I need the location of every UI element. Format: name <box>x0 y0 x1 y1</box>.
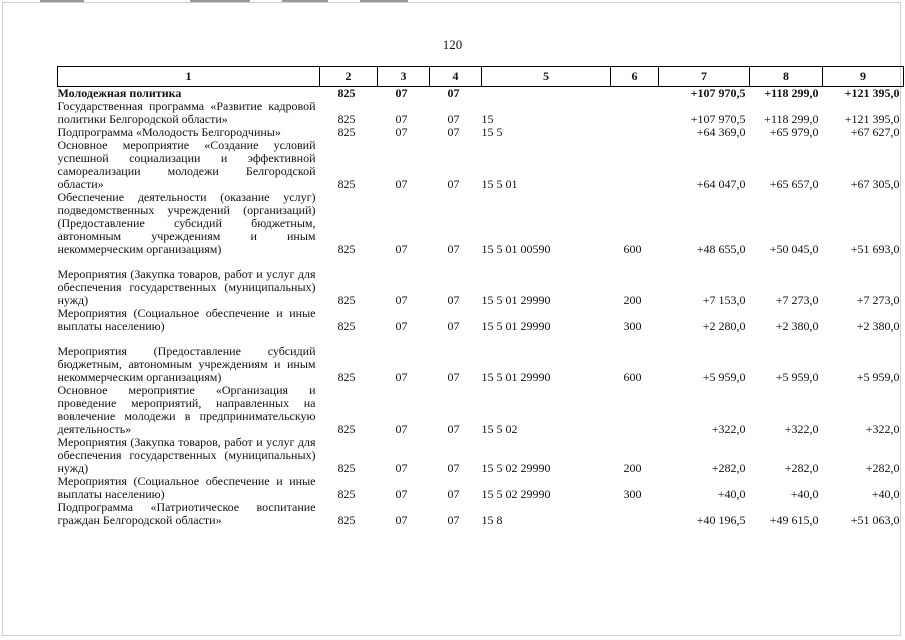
row-col3-cell: 07 <box>395 242 408 256</box>
row-name-cell: Мероприятия (Закупка товаров, работ и услуг для обеспечения государственных (муниципальных) нужд) <box>57 267 316 307</box>
page-number: 120 <box>442 37 463 52</box>
row-col4-cell: 07 <box>447 293 460 307</box>
row-col5-cell: 15 5 <box>481 125 503 139</box>
row-col9-cell: +121 395,0 <box>844 86 900 100</box>
row-col4-cell: 07 <box>447 370 460 384</box>
row-col2-cell: 825 <box>337 242 356 256</box>
row-name-cell: Мероприятия (Социальное обеспечение и иные выплаты населению) <box>57 306 316 333</box>
row-col2-cell: 825 <box>337 487 356 501</box>
row-name-cell: Государственная программа «Развитие кадровой политики Белгородской области» <box>57 99 316 126</box>
row-col9-cell: +51 063,0 <box>850 513 900 527</box>
row-col9-cell: +282,0 <box>865 461 900 475</box>
row-col2-cell: 825 <box>337 319 356 333</box>
row-col9-cell: +5 959,0 <box>856 370 900 384</box>
table-row <box>58 268 904 307</box>
row-col4-cell: 07 <box>447 319 460 333</box>
table-row <box>58 436 904 475</box>
row-col4-cell: 07 <box>447 487 460 501</box>
row-col6-cell: 300 <box>623 319 642 333</box>
row-col4-cell: 07 <box>447 125 460 139</box>
row-col6-cell <box>611 100 659 126</box>
row-col5-cell: 15 5 01 29990 <box>481 319 551 333</box>
row-name-cell: Обеспечение деятельности (оказание услуг) подведомственных учреждений (организаций) (Предоставление субсидий бюджетным, автономным учреждениям и иным некоммерческим организациям) <box>57 190 316 256</box>
row-col7-cell: +40,0 <box>717 487 746 501</box>
row-col3-cell: 07 <box>395 461 408 475</box>
row-col3-cell: 07 <box>395 370 408 384</box>
row-col7-cell: +40 196,5 <box>696 513 746 527</box>
row-col8-cell: +282,0 <box>784 461 819 475</box>
row-col4-cell: 07 <box>447 177 460 191</box>
row-col5-cell: 15 5 01 <box>481 177 518 191</box>
row-col6-cell: 200 <box>623 461 642 475</box>
row-col3-cell: 07 <box>395 513 408 527</box>
row-col8-cell: +40,0 <box>790 487 819 501</box>
row-col9-cell: +51 693,0 <box>850 242 900 256</box>
row-col9-cell: +67 305,0 <box>850 177 900 191</box>
row-col3-cell: 07 <box>395 319 408 333</box>
row-col8-cell: +49 615,0 <box>769 513 819 527</box>
row-col8-cell: +118 299,0 <box>764 112 819 126</box>
row-col7-cell: +107 970,5 <box>690 112 746 126</box>
column-header: 8 <box>750 67 823 87</box>
row-col2-cell: 825 <box>337 513 356 527</box>
row-col7-cell: +64 047,0 <box>696 177 746 191</box>
row-col2-cell: 825 <box>337 293 356 307</box>
row-col6-cell <box>611 87 659 101</box>
row-col5-cell: 15 <box>481 112 494 126</box>
row-col6-cell: 600 <box>623 370 642 384</box>
row-col6-cell <box>611 501 659 527</box>
column-header: 3 <box>378 67 430 87</box>
column-header: 2 <box>320 67 378 87</box>
table-row <box>58 345 904 384</box>
row-name-cell: Подпрограмма «Молодость Белгородчины» <box>57 125 281 139</box>
row-name-cell: Подпрограмма «Патриотическое воспитание граждан Белгородской области» <box>57 500 316 527</box>
row-col2-cell: 825 <box>337 370 356 384</box>
row-col2-cell: 825 <box>337 86 356 100</box>
row-col3-cell: 07 <box>395 125 408 139</box>
table-row <box>58 100 904 126</box>
table-row <box>58 384 904 436</box>
row-col4-cell: 07 <box>447 422 460 436</box>
row-col2-cell: 825 <box>337 422 356 436</box>
row-col9-cell: +121 395,0 <box>844 112 900 126</box>
row-col5-cell: 15 5 01 00590 <box>481 242 551 256</box>
row-col2-cell: 825 <box>337 112 356 126</box>
row-col7-cell: +322,0 <box>711 422 746 436</box>
row-col5-cell: 15 5 01 29990 <box>481 293 551 307</box>
row-col8-cell: +50 045,0 <box>769 242 819 256</box>
row-name-cell: Основное мероприятие «Организация и проведение мероприятий, направленных на вовлечение молодежи в предпринимательскую деятельность» <box>57 383 316 436</box>
row-col5-cell: 15 5 02 29990 <box>481 487 551 501</box>
row-col4-cell: 07 <box>447 86 460 100</box>
row-col4-cell: 07 <box>447 461 460 475</box>
row-col3-cell: 07 <box>395 112 408 126</box>
row-col9-cell: +40,0 <box>871 487 900 501</box>
row-col9-cell: +322,0 <box>865 422 900 436</box>
row-col9-cell: +2 380,0 <box>856 319 900 333</box>
row-col2-cell: 825 <box>337 177 356 191</box>
row-col9-cell: +67 627,0 <box>850 125 900 139</box>
row-col2-cell: 825 <box>337 461 356 475</box>
row-col7-cell: +64 369,0 <box>696 125 746 139</box>
row-col5-cell: 15 8 <box>481 513 503 527</box>
row-col7-cell: +5 959,0 <box>702 370 746 384</box>
column-header: 7 <box>659 67 750 87</box>
row-col7-cell: +48 655,0 <box>696 242 746 256</box>
scan-edge-mark <box>360 0 408 2</box>
row-name-cell: Мероприятия (Предоставление субсидий бюджетным, автономным учреждениям и иным некоммерческим организациям) <box>57 344 316 384</box>
column-header: 1 <box>58 67 320 87</box>
scan-edge-mark <box>190 0 250 2</box>
table-row <box>58 191 904 256</box>
row-col8-cell: +322,0 <box>784 422 819 436</box>
row-col6-cell: 200 <box>623 293 642 307</box>
row-col2-cell: 825 <box>337 125 356 139</box>
row-col6-cell <box>611 139 659 191</box>
table-row <box>58 87 904 101</box>
row-col4-cell: 07 <box>447 112 460 126</box>
budget-table <box>57 66 904 527</box>
row-name-cell: Основное мероприятие «Создание условий успешной социализации и эффективной самореализации молодежи Белгородской области» <box>57 138 316 191</box>
row-col9-cell: +7 273,0 <box>856 293 900 307</box>
row-col5-cell: 15 5 02 29990 <box>481 461 551 475</box>
row-name-cell: Мероприятия (Социальное обеспечение и иные выплаты населению) <box>57 474 316 501</box>
row-col8-cell: +65 979,0 <box>769 125 819 139</box>
row-col3-cell: 07 <box>395 487 408 501</box>
row-col4-cell: 07 <box>447 513 460 527</box>
row-col3-cell: 07 <box>395 422 408 436</box>
table-body <box>58 87 904 528</box>
row-name-cell: Мероприятия (Закупка товаров, работ и услуг для обеспечения государственных (муниципальных) нужд) <box>57 435 316 475</box>
row-name-cell: Молодежная политика <box>57 86 182 100</box>
table-row <box>58 307 904 333</box>
row-col8-cell: +5 959,0 <box>775 370 819 384</box>
row-col6-cell: 300 <box>623 487 642 501</box>
scan-edge-mark <box>282 0 328 2</box>
row-col7-cell: +7 153,0 <box>702 293 746 307</box>
row-col8-cell: +118 299,0 <box>764 86 819 100</box>
table-row <box>58 475 904 501</box>
row-col5-cell <box>482 87 611 101</box>
row-col8-cell: +7 273,0 <box>775 293 819 307</box>
scan-edge-mark <box>40 0 84 2</box>
row-col7-cell: +2 280,0 <box>702 319 746 333</box>
row-col6-cell: 600 <box>623 242 642 256</box>
row-col5-cell: 15 5 02 <box>481 422 518 436</box>
column-header: 4 <box>430 67 482 87</box>
row-col8-cell: +2 380,0 <box>775 319 819 333</box>
row-col7-cell: +282,0 <box>711 461 746 475</box>
row-col8-cell: +65 657,0 <box>769 177 819 191</box>
column-header: 9 <box>823 67 904 87</box>
table-header-row <box>58 67 904 87</box>
row-col6-cell <box>611 384 659 436</box>
row-col5-cell: 15 5 01 29990 <box>481 370 551 384</box>
table-row <box>58 139 904 191</box>
row-col3-cell: 07 <box>395 177 408 191</box>
row-col6-cell <box>611 126 659 139</box>
column-header: 6 <box>611 67 659 87</box>
table-row <box>58 501 904 527</box>
row-col3-cell: 07 <box>395 86 408 100</box>
row-col7-cell: +107 970,5 <box>690 86 746 100</box>
row-col3-cell: 07 <box>395 293 408 307</box>
row-col4-cell: 07 <box>447 242 460 256</box>
column-header: 5 <box>482 67 611 87</box>
